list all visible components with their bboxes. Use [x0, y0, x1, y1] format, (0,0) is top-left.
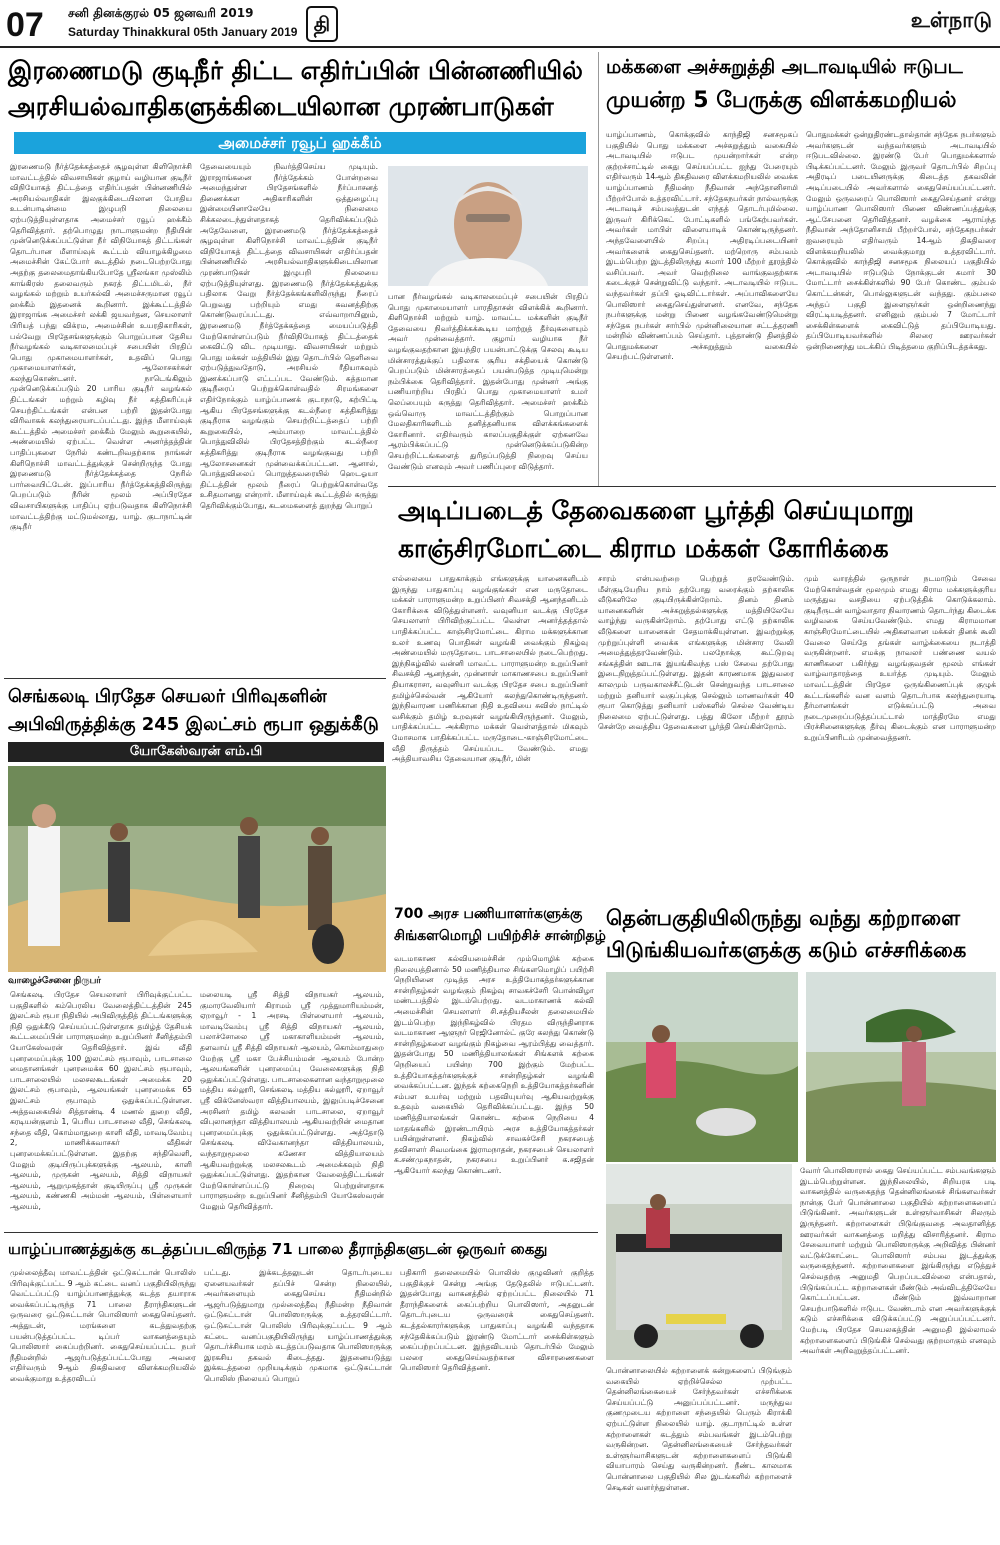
byline-iranaimadu: அமைச்சர் ரவூப் ஹக்கீம்	[14, 132, 586, 154]
headline-fraud-line2: முயன்ற 5 பேருக்கு விளக்கமறியல்	[606, 88, 957, 113]
article-sinhala-col1: வடமாகாண கல்வியமைச்சின் மும்மொழிக் கற்கை நிலையத்தினால் 50 மணித்தியால சிங்களமொழிப் பயிற்சி நெறியினை முடித்த அரச உத்தியோகத்தர்களுக்கான சான்றிதழ்கள் வழங்கும் நிகழ்வு சாவகச்சேரி பொன்விழா மண்டபத்தில் இடம்பெற்றது. வடமாகாணக் கல்வி அமைச்சின் செயலாளர் சி.சத்தியசீலன் தலைமையில் இடம்பெற்ற இந்நிகழ்வில் பிரதம விருந்தினராக வடமாகாண ஆளுநர் ரெஜினோல்ட் குரே கலந்து கொண்டு சான்றிதழ்களை வழங்கும் நிகழ்வை ஆரம்பித்து வைத்தார். இதன்போது 50 மணித்தியாலங்கள் சிங்களக் கற்கை நெறியைப் பயின்ற 700 இற்கும் மேற்பட்ட உத்தியோகத்தர்களுக்குச் சான்றிதழ்கள் வழங்கி வைக்கப்பட்டன. இந்தக் கற்கைநெறி உத்தியோகத்தர்களின் சம்பள உயர்வு மற்றும் பதவியுயர்வு ஆகியவற்றுக்கு உதவும் வகையில் தெரிவிக்கப்பட்டது. இந்த 50 மணித்தியாலங்கள் கொண்ட கற்கை நெறியை 4 மாதங்களில் இரண்டாயிரம் அரச உத்தியோகத்தர்கள் பயின்றுள்ளனர். நிகழ்வில் சாவகச்சேரி நகரசபைத் தவிசாளர் சிவமங்கை இராமநாதன், நகரசபைச் செயலாளர் க.சண்முகநாதன், நகரசபை உறுப்பினர் க.சஜிதன் ஆகியோர் கலந்து கொண்டனர்.	[394, 954, 594, 1175]
headline-fraud-line1: மக்களை அச்சுறுத்தி அடாவடியில் ஈடுபட	[606, 56, 963, 78]
article-fraud-col2: பொதுமக்கள் ஒன்றுதிரண்டதால்தான் சந்தேக நபர்களும் அவர்களுடன் வந்தவர்களும் அடாவடியில் ஈடுபடவில்லை. இரண்டு பேர் பொதுமக்களால் பிடிக்கப்பட்டனர். மேலும் இருவர் தொடர்பில் சிறப்பு அதிரடிப் படையினருக்கு கிடைத்த தகவலின் அடிப்படையில் அவர்களால் கைதுசெய்யப்பட்டனர். மேலும் ஒருவரைப் பொலிஸார் கைதுசெய்தனர் என்று யாழ்ப்பாண பொலிஸார் பிணை விண்ணப்பத்துக்கு ஆட்சேபனை தெரிவித்தனர். வழக்கை ஆராய்ந்த நீதிவான் அந்தோனிசாமி பீற்றர்போல், சந்தேகநபர்கள் ஐவரையும் எதிர்வரும் 14ஆம் திகதிவரை விளக்கமறியலில் வைக்குமாறு உத்தரவிட்டார். கொக்குவில் காந்திஜி சனசமூக நிலையப் பகுதியில் அடாவடியில் ஈடுபடும் நோக்குடன் சுமார் 30 மோட்டார் சைக்கிள்களில் 90 பேர் கொண்ட கும்பல் கொட்டன்கள், பொல்லுகளுடன் வந்தது. கும்பலை அந்தப் பகுதி இளைஞர்கள் ஒன்றிணைந்து விரட்டியடித்தனர். எனினும் கும்பல் 7 மோட்டார் சைக்கிள்களைக் கைவிட்டுத் தப்பியோடியது. தப்பியோடியவர்களில் சிலரை ஊரவர்கள் ஒன்றிணைந்து மடக்கிப் பிடித்தமை குறிப்பிடத்தக்கது.	[806, 130, 996, 351]
date-english: Saturday Thinakkural 05th January 2019	[68, 25, 298, 39]
article-iranaimadu-col1: இரணைமடு நீர்த்தேக்கத்தைச் சூழவுள்ள கிளிநொச்சி மாவட்டத்தில் விவசாயிகள் குழாய் வழியான குடிநீர் விநியோகத் திட்டத்தை எதிர்ப்பதன் பின்னணியில் அரசியல்வாதிகள் இலகுக்கிடையிலான போதிய உடன்பாடின்மை இழுபறி நிலையை ஏற்படுத்தியுள்ளதாக அமைச்சர் ரவூப் ஹக்கீம் தெரிவித்தார். தற்பொழுது நாடாளுமன்ற நீதியின் முன்னெடுக்கப்பட்டுள்ள நீர் விநியோகத் திட்டங்கள் தொடர்பான மீளாய்வுக் கூட்டம் வியாழக்கிழமை அமைச்சின் கேட்போர் கூடத்தில் நடைபெற்றபோது அதற்கு தலைமைதாங்கியபோதே ஸ்ரீலங்கா முஸ்லிம் காங்கிரஸ் தலைவரும் நகரத் திட்டமிடல், நீர் வழங்கல் மற்றும் உயர்கல்வி அமைச்சருமான ரவூப் ஹக்கீம் இதனைக் கூறினார். இக்கூட்டத்தில் இராஜாங்க அமைச்சர் லக்கி ஜயவர்தன, செயலாளர் பிரியத் பந்து விக்ரம, அமைச்சின் உயரதிகாரிகள், பல்வேறு பிரதேசங்களுக்கும் பொறுப்பான தேசிய நீர்வழங்கல் வடிகாலமைப்புச் சபையின் பிரதிப் பொது முகாமையாளர்கள், உதவிப் பொது முகாமையாளர்கள், ஆலோசகர்கள் கலந்துகொண்டனர். நாடெங்கிலும் முன்னெடுக்கப்படும் 20 பாரிய குடிநீர் வழங்கல் திட்டங்கள் மற்றும் கழிவு நீர் சுத்திகரிப்புச் செயற்திட்டங்கள் என்பன பற்றி இதன்போது விரிவாகக் கலந்துரையாடப்பட்டது. இந்த மீளாய்வுக் கூட்டத்தில் அமைச்சர் ஹக்கீம் மேலும் கூறுகையில், அண்மையில் ஏற்பட்ட வெள்ள அனர்த்தத்தின் பாதிப்புகளை நேரில் கண்டறிவதற்காக நாங்கள் கிளிநொச்சி மாவட்டத்துக்குச் சென்றிருந்த போது இரணைமடு நீர்த்தேக்கத்தை நேரில் பார்வையிட்டேன். இப்பாரிய நீர்த்தேக்கத்திலிருந்து பெறப்படும் நீரின் மூலம் அப்பிரதேச விவசாயிகளுக்கு பாதிப்பு ஏற்படுவதாக கிளிநொச்சி மாவட்டத்திற்கு மட்டுமல்லாது, யாழ். குடாநாட்டின் குடிநீர்	[10, 162, 192, 532]
newspaper-logo: தி	[306, 6, 338, 42]
headline-sinhala-line1: 700 அரச பணியாளர்களுக்கு	[394, 906, 583, 922]
headline-arrest: யாழ்ப்பாணத்துக்கு கடத்தப்படவிருந்த 71 பாலை தீராந்திகளுடன் ஒருவர் கைது	[8, 1240, 548, 1258]
headline-iranaimadu-line1: இரணைமடு குடிநீர் திட்ட எதிர்ப்பின் பின்னணியில்	[8, 56, 583, 85]
article-iranaimadu-col3: பான நீர்வழங்கல் வடிகாலமைப்புச் சபையின் பிரதிப் பொது முகாமையாளர் பாரதிதாசன் விளக்கிக் கூறினார். கிளிநொச்சி மற்றும் யாழ். மாவட்ட மக்களின் குடிநீர் தேவையை நிவர்த்திக்கக்கூடிய மாற்றுத் தீர்வுகளையும் அவர் முன்வைத்தார். குழாய் வழியாக நீர் வழங்குவதற்கான இயந்திர பயன்பாட்டுக்கு செலவு கூடிய மின்சாரத்துக்குப் பதிலாக சூரிய சக்தியைக் கொண்டு பெறப்படும் மின்சாரத்தைப் பயன்படுத்த முடியுமென்று நம்பிக்கை தெரிவித்தார். இதன்போது முன்னர் அங்கு பணியாற்றிய பிரதிப் பொது முகாமையாளர் உமர் லெப்பையும் கருத்து தெரிவித்தார். அமைச்சர் ஹக்கீம் ஒவ்வொரு மாவட்டத்திற்கும் பொறுப்பான மேலதிகாரிகளிடம் தனித்தனியாக விளக்கங்களைக் கோரினார். எதிர்வரும் காலப்பகுதிக்குள் ஏற்கனவே ஆரம்பிக்கப்பட்டு முன்னெடுக்கப்படுகின்ற செயற்றிட்டங்களைத் துரிதப்படுத்தி நிறைவு செய்ய வேண்டும் எனவும் அவர் பணிப்புரை விடுத்தார்.	[388, 292, 588, 471]
photo-caption: வாழைச்சேனை நிருபர்	[8, 976, 102, 986]
article-kanjiramottai-col2: சாரம் என்பவற்றை பெற்றுத் தரவேண்டும். மீள்குடியேறிய நாம் தற்போது வரைக்கும் தற்காலிக வீடுகளிலே குடியிருக்கின்றோம். தினம் தினம் யானைகளின் அச்சுறுத்தல்களுக்கு மத்தியிலேயே வாழ்ந்து வருகின்றோம். தற்போது எட்டு தற்காலிக வீடுகளை யானைகள் சேதமாக்கியுள்ளன. இவற்றுக்கு முற்றுப்புள்ளி வைக்க எங்களுக்கு மின்சார வேலி அமைத்துத்தரவேண்டும். பலநோக்கு கூட்டுறவு சங்கத்தின் ஊடாக இயங்கிவந்த பஸ் சேவை தற்போது இடைநிறுத்தப்பட்டுள்ளது. இதன் காரணமாக இதுவரை காலமும் பருவகாலச்சீட்டுடன் சென்றுவந்த பாடசாலை மற்றும் தனியார் வகுப்புக்கு செல்லும் மாணவர்கள் 40 ரூபா கொடுத்து தனியார் பஸ்களில் செல்ல வேண்டிய நிலைமை ஏற்பட்டுள்ளது. பத்து கிலோ மீற்றர் தூரம் சென்றே வைத்திய தேவைகளை பூர்த்தி செய்கின்றோம்.	[598, 574, 794, 732]
headline-kanjiramottai-line1: அடிப்படைத் தேவைகளை பூர்த்தி செய்யுமாறு	[398, 496, 914, 525]
article-arrest-col3: பதிகாரி தலைமையில் பொலிஸ் குழுவினர் குறித்த பகுதிக்குச் சென்று அங்கு தேடுதலில் ஈடுபட்டனர். இதன்போது வாகனத்தில் ஏற்றப்பட்ட நிலையில் 71 தீராந்திகளைக் கைப்பற்றிய பொலிஸார், அதனுடன் தொடர்புடைய ஒருவரைக் கைதுசெய்தனர். கடத்தல்காரர்களுக்கு பாதுகாப்பு வழங்கி வந்ததாக சந்தேகிக்கப்படும் இரண்டு மோட்டார் சைக்கிள்களும் கைப்பற்றப்பட்டன. இந்தவிடயம் தொடர்பில் மேலும் பலரை கைதுசெய்வதற்கான விசாரணைகளை பொலிஸார் தெரிவித்தனர்.	[400, 1268, 594, 1373]
article-chenkalady-col2: மலையடி ஸ்ரீ சித்தி விநாயகர் ஆலயம், குமாரவேலியார் கிராமம் ஸ்ரீ முத்துமாரியம்மன், ஏறாவூர் - 1 அரசடி பிள்ளையார் ஆலயம், மாவடிவேம்பு ஸ்ரீ சித்தி விநாயகர் ஆலயம், பலாச்சோலை ஸ்ரீ மகாகாளியம்மன் ஆலயம், தளவாய் ஸ்ரீ சித்தி விநாயகர் ஆலயம், கொம்மாதுறை மேற்கு ஸ்ரீ மகா பேச்சியம்மன் ஆலயம் போன்ற ஆலயங்களின் புனரமைப்பு வேலைகளுக்கு நிதி ஒதுக்கப்பட்டுள்ளது. பாடசாலைகளான வந்தாறுமூலை மத்திய கல்லூரி, செங்கலடி மத்திய கல்லூரி, ஏறாவூர் ஸ்ரீ விக்னேஸ்வரா வித்தியாலயம், இலுப்படிச்சேனை அரசினர் தமிழ் கலவன் பாடசாலை, ஏறாவூர் விபுலானந்தா வித்தியாலயம் ஆகியவற்றின் மைதான புனரமைப்புக்கு ஒதுக்கப்பட்டுள்ளது. அத்தோடு செங்கலடி விவேகானந்தா வித்தியாலயம், வந்தாறுமூலை கணேசா வித்தியாலயம் ஆகியவற்றுக்கு மலசலகூடம் அமைக்கவும் நிதி ஒதுக்கப்பட்டுள்ளது. இதற்கான வேலைத்திட்டங்கள் மேற்கொள்ளப்பட்டு நிறைவு பெற்றுள்ளதாக பாராளுமன்ற உறுப்பினர் சீனித்தம்பி யோகேஸ்வரன் மேலும் தெரிவித்தார்.	[200, 990, 384, 1211]
headline-iranaimadu-line2: அரசியல்வாதிகளுக்கிடையிலான முரண்பாடுகள்	[8, 92, 554, 121]
article-iranaimadu-col2: தேவையையும் நிவர்த்திசெய்ய முடியும். இராஜாங்கனை நீர்த்தேக்கம் போன்றவை அமைந்துள்ள பிரதேசங்களில் நீர்ப்பாசனத் திணைக்கள அதிகாரிகளின் ஒத்துழைப்பு இன்மையினாலேயே நிலைமை சிக்கலடைந்துள்ளதாகத் தெரிவிக்கப்படும் அதேவேளை, இரணைமடு நீர்த்தேக்கத்தைச் சூழவுள்ள கிளிநொச்சி மாவட்டத்தின் குடிநீர் விநியோகத் திட்டத்தை விவசாயிகள் எதிர்ப்பதன் பின்னணியில் அரசியல்வாதிகளுக்கிடையிலான முரண்பாடுகள் இழுபறி நிலையை ஏற்படுத்தியுள்ளது. இரணைமடு நீர்த்தேக்கத்துக்கு பதிலாக வேறு நீர்த்தேக்கங்களிலிருந்து நீரைப் பெறுவது பற்றியும் எமது கவனத்திற்கு கொண்டுவரப்பட்டது. எவ்வாறாயினும், இரணைமடு நீர்த்தேக்கத்தை மையப்படுத்தி மேற்கொள்ளப்படும் நீர்விநியோகத் திட்டத்தைக் கைவிட்டு விட முடியாது. விவசாயிகள் மற்றும் பொது மக்கள் மத்தியில் இது தொடர்பில் தெளிவை ஏற்படுத்துவதோடு, அரசியல் ரீதியாகவும் இணக்கப்பாடு எட்டப்பட வேண்டும். சுத்தமான குடிநீரைப் பெற்றுக்கொள்வதில் சிரமங்களை எதிர்நோக்கும் யாழ்ப்பாணக் குடாநாடு, கற்பிட்டி ஆகிய பிரதேசங்களுக்கு கடல்நீரை சுத்திகரித்து குடிநீராக வழங்கும் செயற்றிட்டத்தைப் பற்றி கூறுகையில், அம்பாறை மாவட்டத்தில் பொத்துவிலில் பிரதேசத்திற்கும் கடல்நீரை சுத்திகரித்து குடிநீராக வழங்குவது பற்றி ஆலோசனைகள் முன்வைக்கப்பட்டன. ஆனால், பொத்துவிலைப் பொறுத்தவரையில் ஹெடஓயா திட்டத்தின் மூலம் நீரைப் பெற்றுக்கொள்வதே உசிதமானது என்றார். மீளாய்வுக் கூட்டத்தில் கருத்து தெரிவிக்கும்போது, கடமைகளைத் துறந்து பொறுப்	[200, 162, 378, 510]
headline-warning-line2: பிடுங்கியவர்களுக்கு கடும் எச்சரிக்கை	[606, 938, 967, 962]
section-name: உள்நாடு	[910, 8, 992, 32]
article-kanjiramottai-col3: மும் வாரத்தில் ஒருநாள் நடமாடும் சேவை மேற்கொள்வதன் மூலமும் எமது கிராம மக்களுக்குரிய மருத்துவ வசதியை ஏற்படுத்திக் கொடுக்கலாம். குடிநீருடன் வாழ்வாதார நிவாரணம் தொடர்ந்து கிடைக்க வழிவகை செய்யவேண்டும். எமது கிராமமான காஞ்சிரமோட்டையில் அதிகளவான மக்கள் தினக் கூலி வேலை செய்தே தங்கள் வாழ்க்கையை நடாத்தி வருகின்றனர். எமக்கு நாவலர் பண்ணை வயல் காணிகளை பகிர்ந்து வழங்குவதன் மூலம் எங்கள் வாழ்வாதாரத்தை உயர்த்த முடியும். மேலும் மாவட்டத்தின் பிரதேச ஒருங்கிணைப்புக் குழுக் கூட்டங்களில் வன வளம் தொடர்பாக கலந்துரையாடி தீர்மானங்கள் எடுக்கப்பட்டு அவை நடைமுறைப்படுத்தப்பட்டால் மாத்திரமே எமது பிரச்சினைகளுக்கு தீர்வு கிடைக்கும் என பாராளுமன்ற உறுப்பினரிடம் முன்வைத்தனர்.	[804, 574, 996, 742]
masthead	[0, 0, 1000, 48]
column-divider	[598, 52, 599, 486]
article-fraud-col1: யாழ்ப்பாணம், கொக்குவில் காந்திஜி சனசமூகப் பகுதியில் பொது மக்களை அச்சுறுத்தும் வகையில் அடாவடியில் ஈடுபட முயன்றார்கள் என்ற குற்றச்சாட்டில் கைது செய்யப்பட்ட ஐந்து பேரையும் எதிர்வரும் 14ஆம் திகதிவரை விளக்கமறியலில் வைக்க யாழ்ப்பாணம் நீதிமன்ற நீதிவான் அந்தோனிசாமி பீற்றர்போல் உத்தரவிட்டார். சந்தேகநபர்கள் நால்வருக்கு அடாவடிச் சம்பவத்துடன் எந்தத் தொடர்புமில்லை. இருவர் கிரிக்கெட் போட்டிகளில் பங்கேற்பவர்கள். அவர்கள் மாபிள் விளையாடிக் கொண்டிருந்தனர். அந்தவேளையில் சிறப்பு அதிரடிப்படையினர் அவர்களைக் கைதுசெய்தனர். மற்றொரு சம்பவம் இடம்பெற்ற இடத்திலிருந்து சுமார் 100 மீற்றர் தூரத்தில் வசிப்பவர். அவர் வெற்றிலை வாங்குவதற்காக கடைக்குச் சென்றுவிட்டு வந்தார். அடாவடியில் ஈடுபட வந்தவர்கள் தப்பி ஓடிவிட்டார்கள். அப்பாவிகளையே பொலிஸார் கைதுசெய்துள்ளனர். எனவே, சந்தேக நபர்களுக்கு மன்று பிணை வழங்கவேண்டுமென்று சந்தேக நபர்கள் சார்பில் முன்னிலையான சட்டத்தரணி மன்றில் விண்ணப்பம் செய்தார். புத்தாண்டு தினத்தில் பொதுமக்களை அச்சுறுத்தும் வகையில் செயற்பட்டுள்ளனர்.	[606, 130, 798, 362]
article-kanjiramottai-col1: எல்லையை பாதுகாக்கும் எங்களுக்கு யானைகளிடம் இருந்து பாதுகாப்பு வழங்குங்கள் என மருதோடை மக்கள் பாராளுமன்ற உறுப்பினர் சிவசக்தி ஆனந்தனிடம் கோரிக்கை விடுத்துள்ளனர். வவுனியா வடக்கு பிரதேச செயலாளர் பிரிவிற்குட்பட்ட வெள்ள அனர்த்தத்தால் பாதிக்கப்பட்ட காஞ்சிரமோட்டை கிராம மக்களுக்கான உலர் உணவு பொதிகள் வழங்கி வைக்கும் நிகழ்வு அண்மையில் மருதோடை பாடசாலையில் நடைபெற்றது. இந்நிகழ்வில் வன்னி மாவட்ட பாராளுமன்ற உறுப்பினர் சிவசக்தி ஆனந்தன், முன்னாள் மாகாணசபை உறுப்பினர் தியாகராசா, வவுனியா வடக்கு பிரதேச சபை உறுப்பினர் தமிழ்ச்செல்வன் ஆகியோர் கலந்துகொண்டிருந்தனர். இந்நிவாரண பணிக்கான நிதி உதவியை சுவிஸ் நாட்டில் வசிக்கும் தமிழ் உறவுகள் வழங்கியிருந்தனர். மேலும், பாதிக்கப்பட்ட அக்கிராம மக்கள் வெள்ளத்தால் மிகவும் மோசமாக பாதிக்கப்பட்ட மருதோடை-காஞ்சிரமோட்டை வீதி திருத்தம் செய்யப்பட வேண்டும். எமது அத்தியாவசிய தேவையான குடிநீர், மின்	[392, 574, 588, 764]
article-chenkalady-col1: செங்கலடி பிரதேச செயலாளர் பிரிவுக்குட்பட்ட பகுதிகளில் கம்பெரலிய வேலைத்திட்டத்தின் 245 இலட்சம் ரூபா நிதியில் அபிவிருத்தித் திட்டங்களுக்கு நிதி ஒதுக்கீடு செய்யப்பட்டுள்ளதாக தமிழ்த் தேசியக் கூட்டமைப்பின் பாராளுமன்ற உறுப்பினர் சீனித்தம்பி யோகேஸ்வரன் தெரிவித்தார். இவ் வீதி புனரமைப்புக்கு 100 இலட்சம் ரூபாவும், பாடசாலை மைதானங்கள் புனரமைக்க 60 இலட்சம் ரூபாவும், பாடசாலையில் மலசலகூடங்கள் அமைக்க 20 இலட்சம் ரூபாவும், ஆலயங்கள் புனரமைக்க 65 இலட்சம் ரூபாவும் ஒதுக்கப்பட்டுள்ளன. அத்தவகையில் சித்தாண்டி 4 மணல் துறை வீதி, கரடியன்குளம் 1, பெரிய பாடசாலை வீதி, செங்கலடி சந்தை வீதி, கொம்மாதுறை காளி வீதி, மாவடிவேம்பு 2, மாணிக்கவாசகர் வீதிகள் புனரமைக்கப்பட்டுள்ளன. இதற்கு சந்திவெளி, மேலும் குடியிருப்புக்களுக்கு ஆலயம், காளி ஆலயம், முருகன் ஆலயம், சித்தி விநாயகர் ஆலயம், ஆறுமுகத்தான் குடியிருப்பு ஸ்ரீ முருகன் ஆலயம், கண்ணகி அம்மன் ஆலயம், பிள்ளையார் ஆலயம்,	[10, 990, 192, 1211]
date-tamil: சனி தினக்குரல் 05 ஜனவரி 2019	[68, 6, 254, 20]
section-divider	[4, 1232, 598, 1233]
article-warning-col2: வோர் பொலிஸாரால் கைது செய்யப்பட்ட சம்பவங்களும் இடம்பெற்றுள்ளன. இந்நிலையில், சிறியரக படி வாகனத்தில் வருகைதந்த தென்னிலங்கைச் சிங்களவர்கள் நான்கு பேர் பொன்னாலை பகுதியில் கற்றாளைகளைப் பிடுங்கினர். அவர்களுடன் உள்ளூர்வாசிகள் சிலரும் இருந்தனர். கற்றாளைகள் பிடுங்குவதை அவதானித்த ஊரவர்கள் வாகனத்தை மறித்து விசாரித்தனர். கிராம சேவையாளர் மற்றும் பொலிஸாருக்கு அறிவித்த பின்னர் வட்டுக்கோட்டை பொலிஸார் சம்பவ இடத்துக்கு வருகைதந்தனர். கற்றாளைகளை இங்கிருந்து எடுத்துச் செல்வதற்கு அனுமதி பெறப்படவில்லை என்பதால், பிடுங்கப்பட்ட கற்றாளைகள் மீண்டும் அவ்விடத்திலேயே கொட்டப்பட்டன. மீண்டும் இவ்வாறான செயற்பாடுகளில் ஈடுபட வேண்டாம் என அவர்களுக்குக் கடும் எச்சரிக்கை விடுக்கப்பட்டு அனுப்பப்பட்டனர். மேற்படி பிரதேச செயலகத்தின் அனுமதி இல்லாமல் கற்றாளைகளைப் பிடுங்கிச் செல்வது குற்றமாகும் எனவும் அவர்கள் அறிவுறுத்தப்பட்டனர்.	[800, 1166, 996, 1356]
article-warning-col1: பொன்னாலையில் கற்றாளைக் கன்றுகளைப் பிடுங்கும் வகையில் ஏற்றிச்செல்ல முற்பட்ட தென்னிலங்கையைச் சேர்ந்தவர்கள் எச்சரிக்கை செய்யப்பட்டு அனுப்பப்பட்டனர். மருந்துவ குணமுடைய கற்றாளை சந்தையில் பெரும் கிராக்கி ஏற்பட்டுள்ள நிலையில் யாழ். குடாநாட்டில் உள்ள கற்றாளைகள் கடத்தும் சம்பவங்கள் இடம்பெற்று வருகின்றன. தென்னிலங்கையைச் சேர்ந்தவர்கள் உள்ளூர்வாசிகளுடன் கற்றாளைகளைப் பிடுங்கி வியாபாரம் செய்து வருகின்றனர். நீண்ட காலமாக பொன்னாலை பகுதியில் சில இடங்களில் கற்றாளைச் செடிகள் வளர்ந்துள்ளன.	[606, 1366, 792, 1492]
section-divider	[388, 486, 996, 487]
section-divider	[4, 678, 386, 679]
headline-sinhala-line2: சிங்களமொழி பயிற்சிச் சான்றிதழ்	[394, 928, 606, 944]
aloe-photo-2	[806, 972, 996, 1162]
aloe-photo-1	[606, 972, 798, 1162]
page-number: 07	[6, 6, 44, 44]
headline-kanjiramottai-line2: காஞ்சிரமோட்டை கிராம மக்கள் கோரிக்கை	[398, 534, 889, 563]
truck-photo	[606, 1164, 792, 1360]
article-arrest-col2: பட்டது. இக்கடத்தலுடன் தொடர்புடைய ஏனையவர்கள் தப்பிச் சென்ற நிலையில், அவர்களையும் கைதுசெய்ய நீதிமன்றில் ஆஜர்படுத்துமாறு முல்லைத்தீவு நீதிமன்ற நீதிவான் ஒட்டுசுட்டான் பொலிஸாருக்கு உத்தரவிட்டார். ஒட்டுசுட்டான் பொலிஸ் பிரிவுக்குட்பட்ட 9 ஆம் கட்டை வனப்பகுதியிலிருந்து யாழ்ப்பாணத்துக்கு தொடர்ச்சியாக மரம் கடத்தப்படுவதாக பொலிஸாருக்கு இரகசிய தகவல் கிடைத்தது. இதனையடுத்து இக்கடத்தலை முறியடிக்கும் முகமாக ஒட்டுசுட்டான் பொலிஸ் நிலையப் பொறுப்	[204, 1268, 392, 1383]
headline-warning-line1: தென்பகுதியிலிருந்து வந்து கற்றாளை	[606, 906, 961, 930]
article-arrest-col1: முல்லைத்தீவு மாவட்டத்தின் ஒட்டுசுட்டான் பொலிஸ் பிரிவுக்குட்பட்ட 9 ஆம் கட்டை வனப் பகுதியிலிருந்து வெட்டப்பட்டு யாழ்ப்பாணத்துக்கு கடத்த தயாராக வைக்கப்பட்டிருந்த 71 பாலை தீராந்திகளுடன் ஒருவரை ஒட்டுசுட்டான் பொலிஸார் கைதுசெய்தனர். அத்துடன், மரங்களை கடத்துவதற்கு பயன்படுத்தப்பட்ட டிப்பர் வாகனத்தையும் பொலிஸார் கைப்பற்றினர். கைதுசெய்யப்பட்ட நபர் நீதிமன்றில் ஆஜர்படுத்தப்பட்டபோது அவரை எதிர்வரும் 9ஆம் திகதிவரை விளக்கமறியலில் வைக்குமாறு உத்தரவிடப்	[10, 1268, 196, 1383]
minister-portrait	[388, 166, 588, 286]
byline-chenkalady: யோகேஸ்வரன் எம்.பி	[8, 742, 384, 762]
construction-photo	[8, 766, 386, 972]
headline-chenkalady-line1: செங்கலடி பிரதேச செயலர் பிரிவுகளின்	[8, 686, 327, 707]
headline-chenkalady-line2: அபிவிருத்திக்கு 245 இலட்சம் ரூபா ஒதுக்கீடு	[8, 714, 379, 735]
